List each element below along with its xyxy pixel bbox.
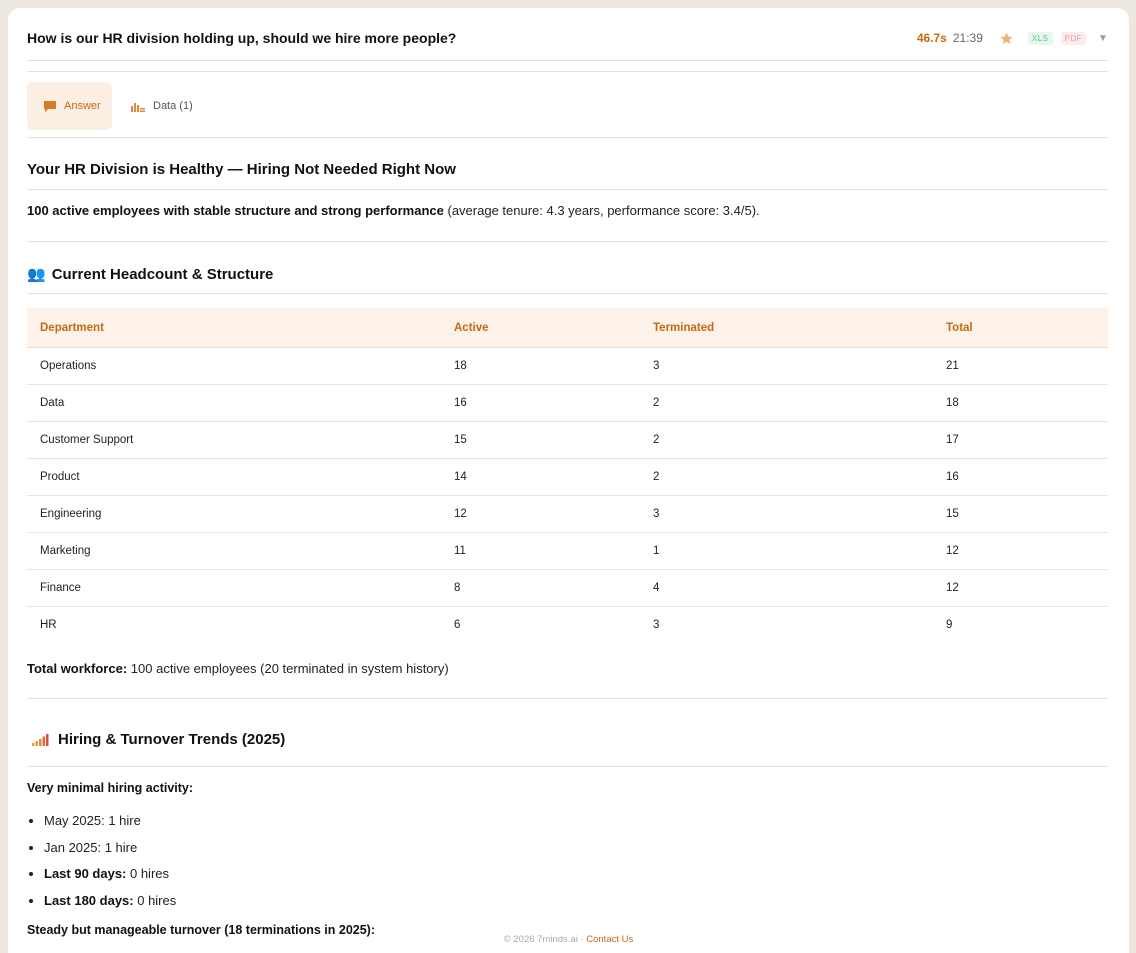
table-row [27,533,1108,570]
column-header-terminated[interactable]: Terminated [640,308,933,348]
table-row [27,385,1108,422]
column-header-total[interactable]: Total [933,308,1108,348]
tab-answer[interactable] [27,82,112,130]
cell-total: 12 [933,570,1108,607]
list-item-text: 0 hires [133,892,177,908]
column-header-active[interactable]: Active [441,308,640,348]
export-pdf-button[interactable]: PDF [1061,32,1087,45]
cell-department: Finance [27,570,441,607]
summary-rest: (average tenure: 4.3 years, performance score: 3.4/5). [443,203,760,218]
cell-department: Data [27,385,441,422]
cell-active: 12 [441,496,640,533]
divider [27,71,1108,72]
column-header-department[interactable]: Department [27,308,441,348]
cell-active: 8 [441,570,640,607]
trends-title-text: Hiring & Turnover Trends (2025) [58,731,286,748]
cell-active: 14 [441,459,640,496]
question-meta [917,29,1108,47]
list-item [44,841,176,868]
answer-summary [27,203,760,218]
cell-terminated: 2 [640,459,933,496]
cell-active: 18 [441,348,640,385]
list-item-bold: Last 180 days: [44,892,134,908]
contact-us-link[interactable]: Contact Us [586,934,634,945]
tab-data[interactable] [123,82,203,130]
cell-department: Operations [27,348,441,385]
cell-active: 11 [441,533,640,570]
cell-department: Customer Support [27,422,441,459]
signal-bars-icon [32,733,49,746]
divider [27,241,1108,242]
headcount-section-title [27,265,273,283]
list-item [44,867,176,894]
divider [27,60,1108,61]
cell-active: 16 [441,385,640,422]
cell-total: 17 [933,422,1108,459]
divider [27,137,1108,138]
tab-answer-label: Answer [64,100,101,112]
trends-section-title [27,731,285,748]
people-icon: 👥 [27,266,46,283]
footer-copyright: © 2026 7minds.ai · [503,934,587,945]
table-row [27,348,1108,385]
cell-total: 15 [933,496,1108,533]
answer-title: Your HR Division is Healthy — Hiring Not Needed Right Now [27,161,456,178]
divider [27,293,1108,294]
list-item [44,894,176,921]
table-row [27,422,1108,459]
list-item-text: Jan 2025: 1 hire [44,839,138,855]
question-text: How is our HR division holding up, should we hire more people? [27,30,457,46]
list-item [44,814,176,841]
cell-department: Marketing [27,533,441,570]
headcount-title-text: Current Headcount & Structure [51,265,274,283]
chevron-down-icon[interactable]: ▼ [1098,32,1108,44]
tab-data-label: Data (1) [153,100,193,112]
cell-terminated: 4 [640,570,933,607]
list-item-text: 0 hires [126,866,170,881]
page-footer [8,934,1129,945]
total-workforce-label: Total workforce: [27,661,128,676]
hiring-list [27,814,176,920]
table-row [27,607,1108,644]
star-icon[interactable] [999,31,1014,46]
chat-bubble-icon [43,100,57,113]
cell-active: 6 [454,619,461,631]
list-item-bold: Last 90 days: [44,866,127,881]
cell-total: 16 [933,459,1108,496]
cell-terminated: 3 [653,619,660,631]
response-duration: 46.7s [916,31,947,45]
hiring-heading: Very minimal hiring activity: [27,781,194,795]
summary-bold: 100 active employees with stable structure and strong performance [27,203,444,218]
cell-terminated: 3 [640,348,933,385]
cell-terminated: 3 [640,496,933,533]
cell-active: 15 [441,422,640,459]
headcount-table [27,308,1108,643]
cell-total: 12 [933,533,1108,570]
total-workforce [27,661,449,676]
cell-department: HR [40,619,57,631]
cell-department: Product [27,459,441,496]
bar-chart-icon [131,101,145,112]
divider [27,189,1108,190]
cell-total: 18 [933,385,1108,422]
turnover-heading: Steady but manageable turnover (18 terminations in 2025): [27,923,376,937]
divider [27,766,1108,767]
cell-department: Engineering [27,496,441,533]
export-xls-button[interactable]: XLS [1028,32,1053,45]
table-row [27,496,1108,533]
cell-total: 21 [933,348,1108,385]
divider [27,698,1108,699]
table-header-row [27,308,1108,348]
answer-card [8,8,1129,953]
total-workforce-text: 100 active employees (20 terminated in system history) [127,661,449,676]
cell-total: 9 [946,619,953,631]
cell-terminated: 1 [640,533,933,570]
cell-terminated: 2 [640,422,933,459]
table-row [27,570,1108,607]
response-time: 21:39 [952,31,983,45]
cell-terminated: 2 [640,385,933,422]
table-row [27,459,1108,496]
list-item-text: May 2025: 1 hire [44,813,141,828]
